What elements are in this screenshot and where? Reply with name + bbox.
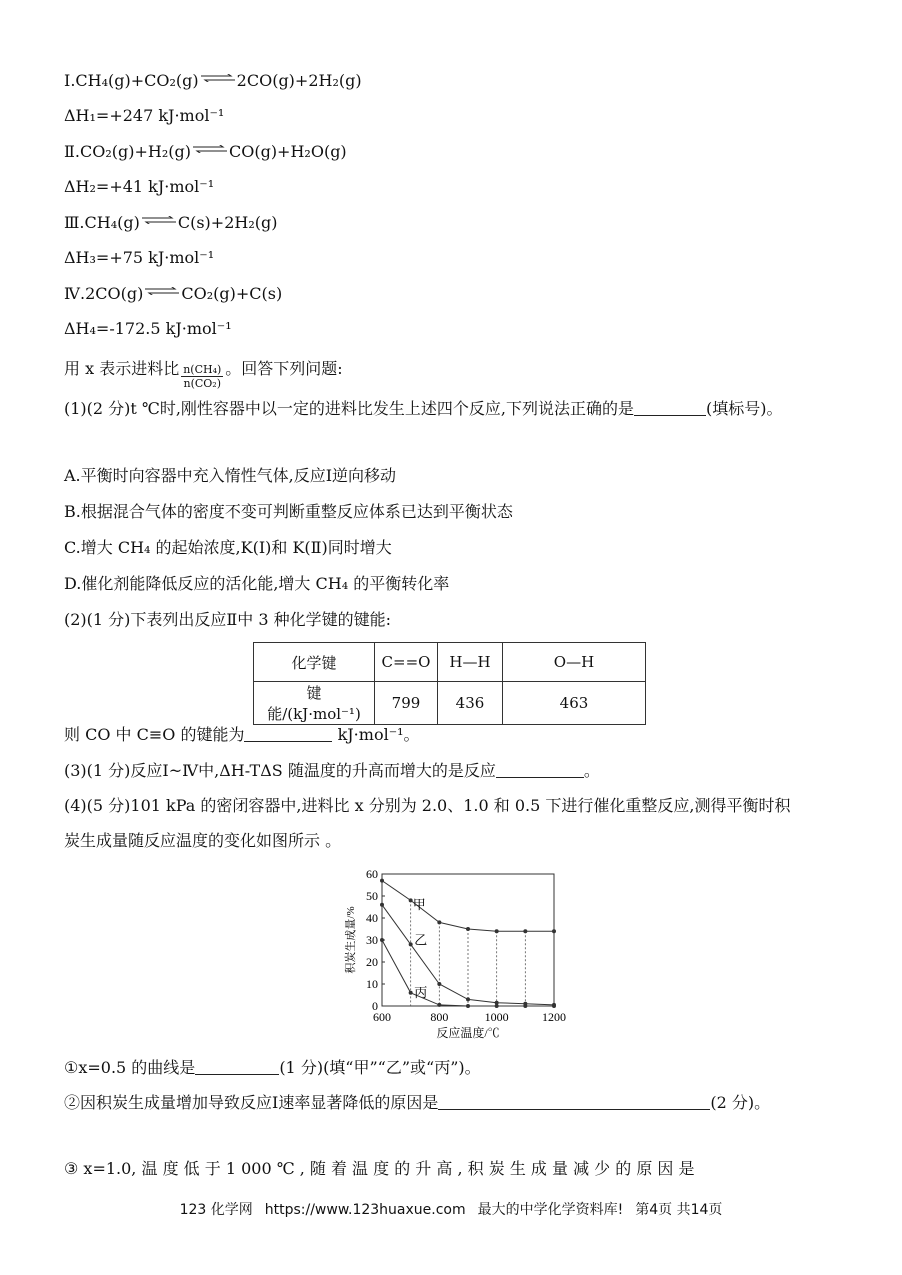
fraction-denominator: n(CO₂) — [183, 377, 221, 390]
reaction-rhs: 2CO(g)+2H₂(g) — [236, 71, 362, 90]
equilibrium-arrow-icon — [142, 216, 176, 224]
feed-ratio-fraction — [181, 363, 223, 390]
equilibrium-arrow-icon — [201, 74, 235, 82]
series-line-1 — [382, 881, 554, 932]
table-row — [254, 682, 646, 725]
equilibrium-arrow-icon — [193, 145, 227, 153]
y-tick-label: 10 — [366, 977, 378, 991]
question-4c: ③ x=1.0, 温 度 低 于 1 000 ℃ , 随 着 温 度 的 升 高 , 积 炭 生 成 量 减 少 的 原 因 是 — [64, 1159, 695, 1178]
data-point — [552, 929, 556, 933]
data-point — [466, 997, 470, 1001]
q3-text: (3)(1 分)反应Ⅰ~Ⅳ中,ΔH-TΔS 随温度的升高而增大的是反应 — [64, 761, 496, 780]
answer-blank[interactable] — [438, 1109, 710, 1110]
data-point — [380, 879, 384, 883]
dh-name: ΔH₄ — [64, 319, 96, 338]
reaction-rhs: CO₂(g)+C(s) — [181, 284, 283, 303]
reaction-1 — [64, 70, 362, 92]
question-4-line-1: (4)(5 分)101 kPa 的密闭容器中,进料比 x 分别为 2.0、1.0 和 0.5 下进行催化重整反应,测得平衡时积 — [64, 796, 791, 815]
table-cell: 463 — [503, 682, 646, 725]
answer-blank[interactable] — [496, 777, 584, 778]
x-tick-label: 1000 — [484, 1010, 509, 1024]
reaction-label: Ⅲ. — [64, 213, 85, 232]
footer-slogan: 最大的中学化学资料库! — [477, 1202, 624, 1218]
series-label: 乙 — [414, 932, 428, 948]
answer-blank[interactable] — [244, 741, 332, 742]
question-2: (2)(1 分)下表列出反应Ⅱ中 3 种化学键的键能: — [64, 610, 392, 629]
dh-name: ΔH₃ — [64, 248, 96, 267]
delta-h-4 — [64, 318, 232, 340]
table-cell: 键能/(kJ·mol⁻¹) — [254, 682, 375, 725]
footer-url[interactable]: https://www.123huaxue.com — [264, 1202, 466, 1218]
question-4b — [64, 1092, 770, 1114]
delta-h-1 — [64, 105, 224, 127]
x-tick-label: 1200 — [542, 1010, 566, 1024]
data-point — [495, 1004, 499, 1008]
y-axis-label: 积炭生成量/% — [345, 906, 357, 974]
y-tick-label: 20 — [366, 955, 378, 969]
footer-site: 123 化学网 — [179, 1202, 253, 1218]
q4a-text: ①x=0.5 的曲线是 — [64, 1058, 196, 1077]
reaction-label: Ⅱ. — [64, 142, 80, 161]
y-tick-label: 40 — [366, 911, 378, 925]
q2b-text-end: kJ·mol⁻¹。 — [332, 725, 420, 744]
question-1 — [64, 398, 783, 420]
reaction-rhs: C(s)+2H₂(g) — [177, 213, 278, 232]
series-label: 丙 — [414, 985, 428, 1001]
data-point — [437, 1003, 441, 1007]
q1-text-end: (填标号)。 — [706, 399, 783, 418]
q3-text-end: 。 — [583, 761, 600, 780]
reaction-3 — [64, 212, 277, 234]
bond-energy-table — [253, 642, 646, 725]
data-point — [466, 1004, 470, 1008]
data-point — [409, 942, 413, 946]
reaction-lhs: 2CO(g) — [85, 284, 144, 303]
question-4a — [64, 1057, 481, 1079]
dh-value: =-172.5 kJ·mol⁻¹ — [95, 319, 232, 338]
x-tick-label: 600 — [373, 1010, 391, 1024]
carbon-deposition-chart — [330, 862, 570, 1040]
intro-line — [64, 358, 343, 390]
data-point — [380, 938, 384, 942]
series-label: 甲 — [412, 897, 426, 913]
data-point — [437, 982, 441, 986]
reaction-4 — [64, 283, 282, 305]
option-a: A.平衡时向容器中充入惰性气体,反应Ⅰ逆向移动 — [64, 466, 397, 485]
reaction-lhs: CH₄(g) — [84, 213, 140, 232]
data-point — [523, 929, 527, 933]
option-b: B.根据混合气体的密度不变可判断重整反应体系已达到平衡状态 — [64, 502, 513, 521]
fraction-numerator: n(CH₄) — [183, 363, 222, 376]
x-tick-label: 800 — [430, 1010, 449, 1024]
dh-value: =+41 kJ·mol⁻¹ — [95, 177, 215, 196]
data-point — [437, 920, 441, 924]
answer-blank[interactable] — [634, 415, 706, 416]
question-4-line-2: 炭生成量随反应温度的变化如图所示 。 — [64, 831, 342, 850]
question-3 — [64, 760, 600, 782]
page-number: 第4页 共14页 — [635, 1202, 723, 1218]
dh-name: ΔH₁ — [64, 106, 96, 125]
reaction-lhs: CH₄(g)+CO₂(g) — [75, 71, 199, 90]
table-header-cell: C==O — [375, 643, 438, 682]
q2b-text: 则 CO 中 C≡O 的键能为 — [64, 725, 245, 744]
reaction-rhs: CO(g)+H₂O(g) — [228, 142, 347, 161]
q4a-text-end: (1 分)(填“甲”“乙”或“丙”)。 — [279, 1058, 481, 1077]
intro-text-end: 。回答下列问题: — [225, 359, 343, 378]
table-cell: 799 — [375, 682, 438, 725]
y-tick-label: 60 — [366, 867, 378, 881]
dh-value: =+247 kJ·mol⁻¹ — [95, 106, 225, 125]
table-cell: 436 — [438, 682, 503, 725]
data-point — [380, 903, 384, 907]
data-point — [552, 1004, 556, 1008]
data-point — [495, 929, 499, 933]
reaction-label: Ⅰ. — [64, 71, 76, 90]
table-header-cell: H—H — [438, 643, 503, 682]
delta-h-3 — [64, 247, 214, 269]
answer-blank[interactable] — [195, 1074, 279, 1075]
delta-h-2 — [64, 176, 214, 198]
q4b-text: ②因积炭生成量增加导致反应Ⅰ速率显著降低的原因是 — [64, 1093, 439, 1112]
table-header-cell: O—H — [503, 643, 646, 682]
x-axis-label: 反应温度/℃ — [436, 1026, 500, 1040]
q4b-text-end: (2 分)。 — [710, 1093, 771, 1112]
option-c: C.增大 CH₄ 的起始浓度,K(Ⅰ)和 K(Ⅱ)同时增大 — [64, 538, 392, 557]
y-tick-label: 30 — [366, 933, 378, 947]
dh-value: =+75 kJ·mol⁻¹ — [95, 248, 215, 267]
data-point — [409, 991, 413, 995]
data-point — [523, 1004, 527, 1008]
q1-text: (1)(2 分)t ℃时,刚性容器中以一定的进料比发生上述四个反应,下列说法正确的是 — [64, 399, 635, 418]
intro-text: 用 x 表示进料比 — [64, 359, 180, 378]
data-point — [466, 927, 470, 931]
question-2b — [64, 724, 420, 746]
reaction-2 — [64, 141, 347, 163]
table-header-cell: 化学键 — [254, 643, 375, 682]
reaction-label: Ⅳ. — [64, 284, 86, 303]
page-footer — [0, 1199, 902, 1219]
equilibrium-arrow-icon — [145, 287, 179, 295]
y-tick-label: 0 — [372, 999, 378, 1013]
table-header-row — [254, 643, 646, 682]
option-d: D.催化剂能降低反应的活化能,增大 CH₄ 的平衡转化率 — [64, 574, 450, 593]
reaction-lhs: CO₂(g)+H₂(g) — [79, 142, 191, 161]
y-tick-label: 50 — [366, 889, 378, 903]
dh-name: ΔH₂ — [64, 177, 96, 196]
